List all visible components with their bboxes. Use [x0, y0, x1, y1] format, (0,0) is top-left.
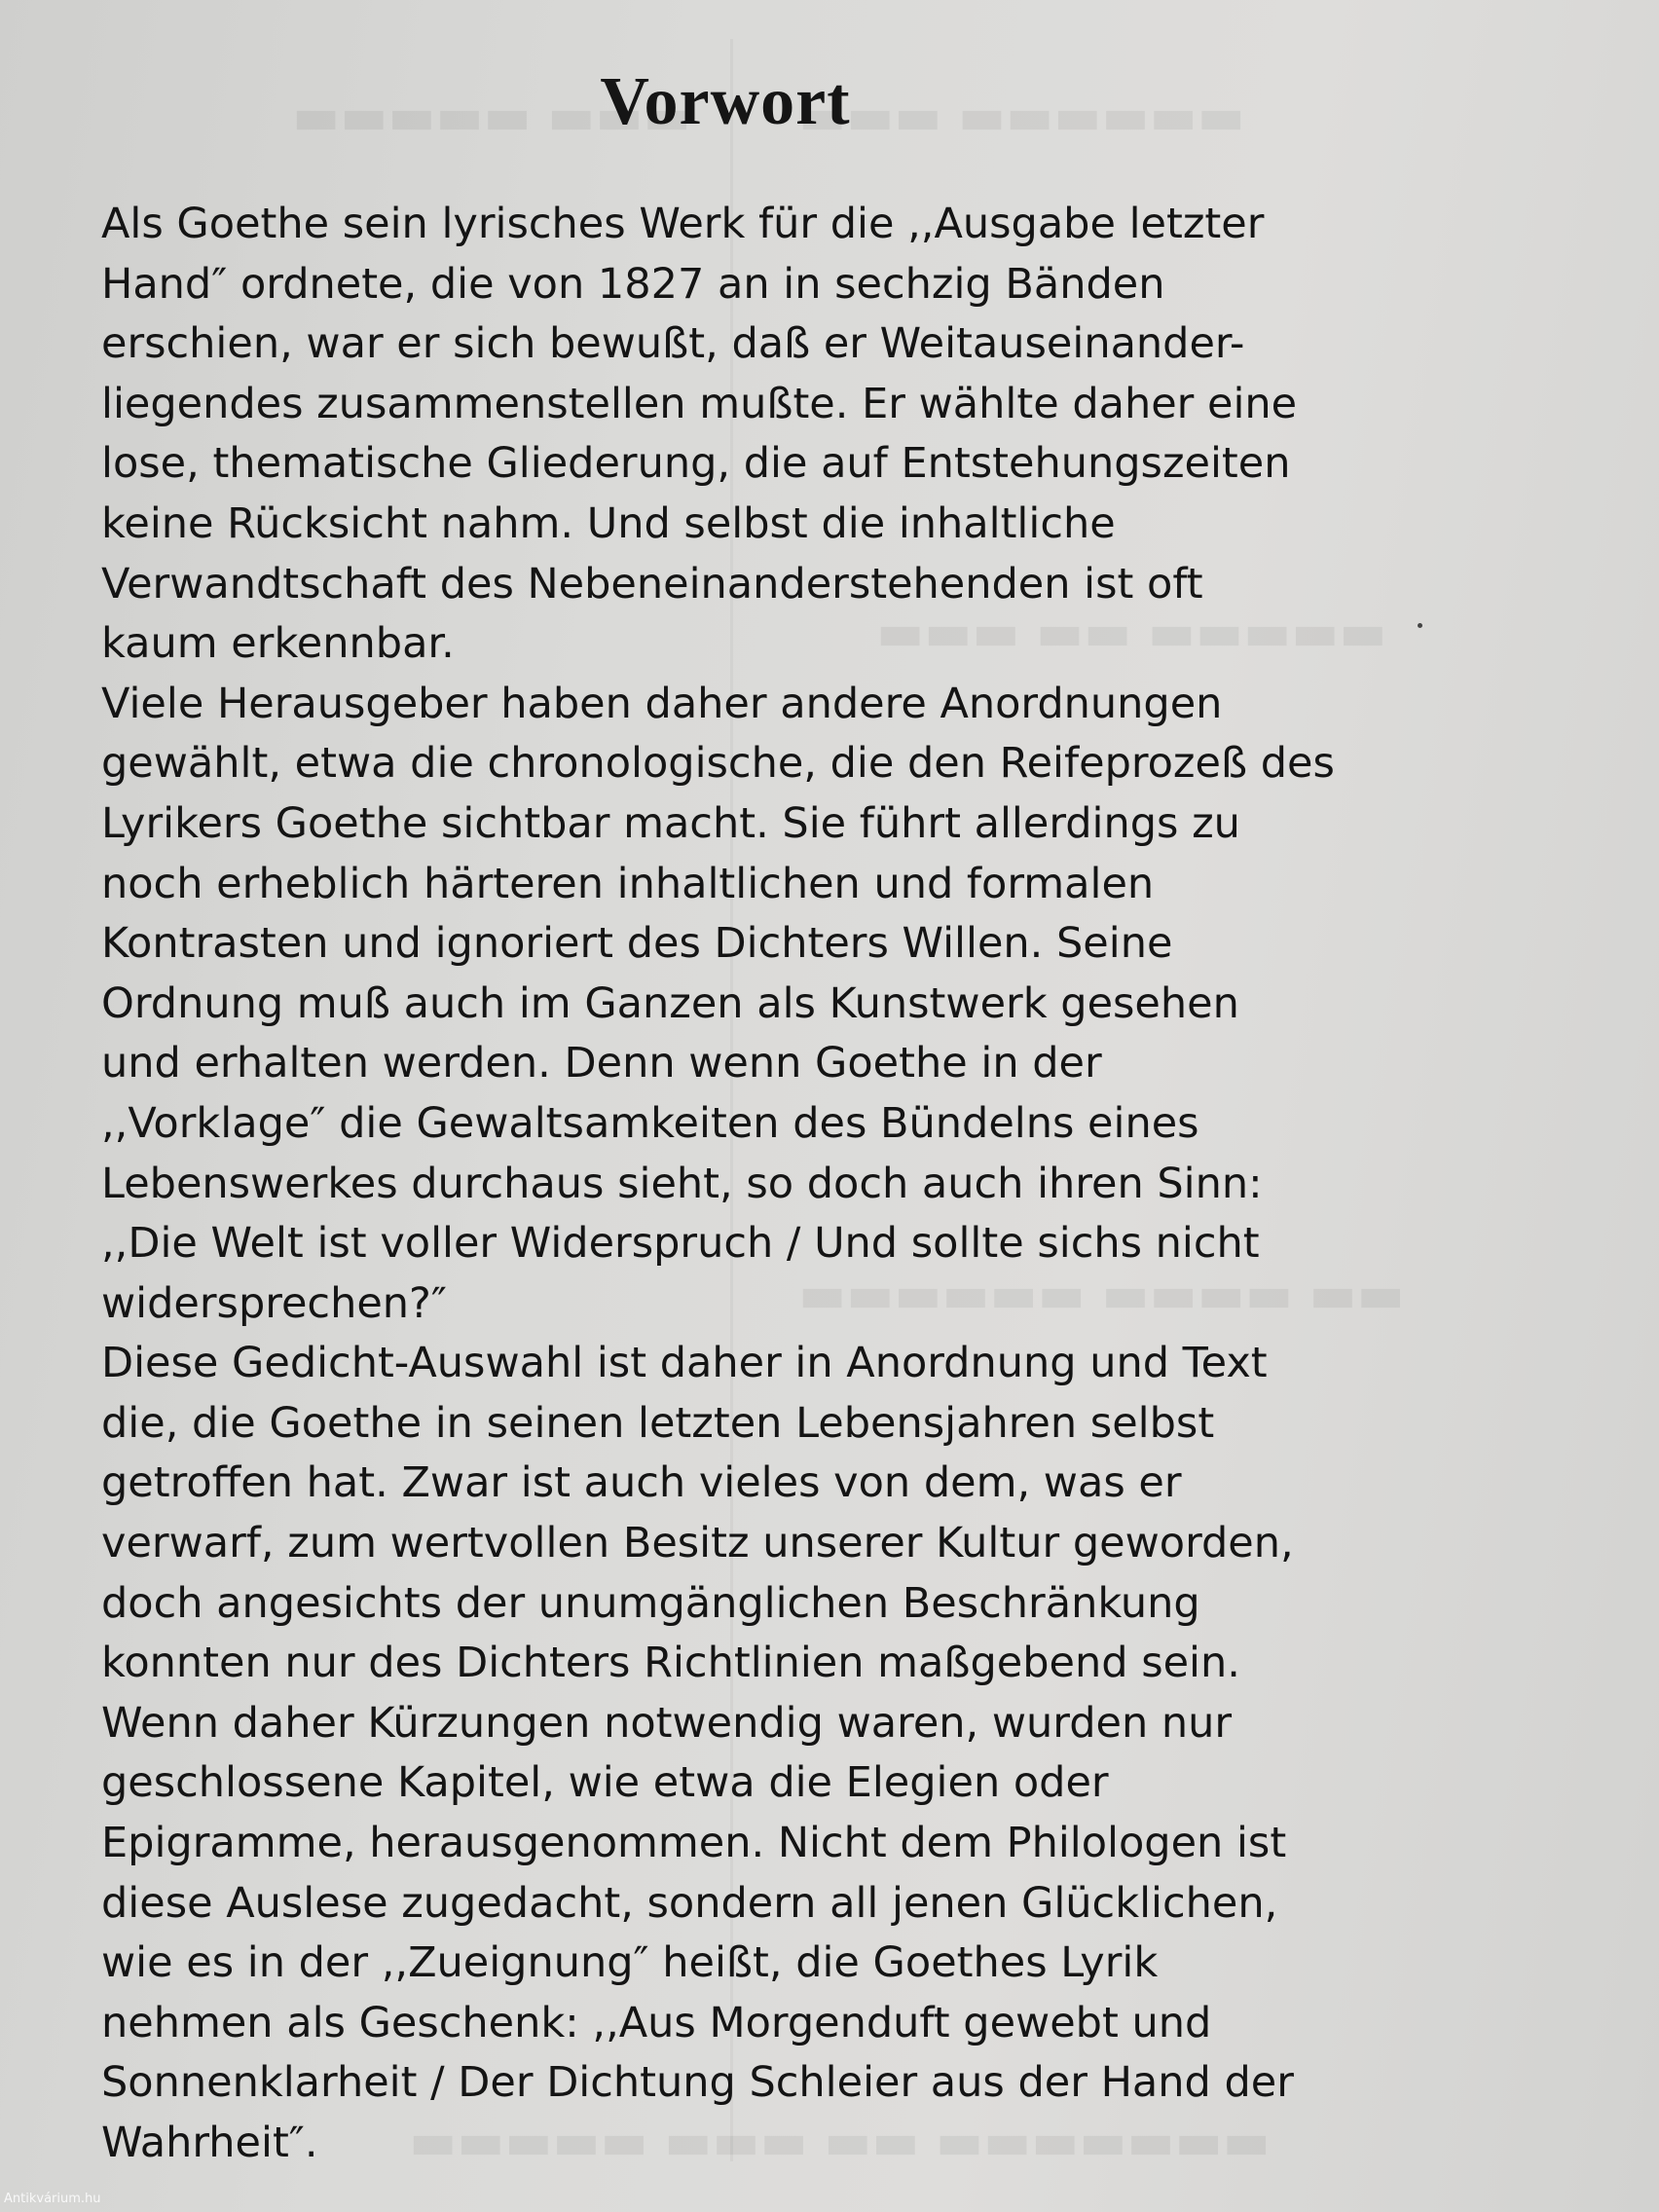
text-line: Verwandtschaft des Nebeneinanderstehenden ist oft	[101, 559, 1203, 608]
text-line: konnten nur des Dichters Richtlinien maßgebend sein.	[101, 1639, 1240, 1688]
text-line: erschien, war er sich bewußt, daß er Weitauseinander-	[101, 319, 1245, 369]
text-line: gewählt, etwa die chronologische, die den Reifeprozeß des	[101, 739, 1335, 789]
show-through-block: ▬▬▬ ▬▬ ▬▬▬▬▬	[876, 604, 1387, 662]
text-line: Sonnenklarheit / Der Dichtung Schleier aus der Hand der	[101, 2058, 1294, 2108]
text-line: Diese Gedicht-Auswahl ist daher in Anordnung und Text	[101, 1339, 1268, 1388]
paper-speck	[1418, 623, 1422, 628]
show-through-block: ▬▬▬▬▬▬ ▬▬▬▬ ▬▬	[798, 1266, 1405, 1324]
text-line: Lebenswerkes durchaus sieht, so doch auch ihren Sinn:	[101, 1159, 1263, 1208]
text-line: doch angesichts der unumgänglichen Beschränkung	[101, 1578, 1200, 1628]
text-line: noch erheblich härteren inhaltlichen und formalen	[101, 859, 1155, 908]
text-line: kaum erkennbar.	[101, 619, 455, 669]
show-through-block: ▬▬▬ ▬▬▬▬▬▬	[798, 88, 1245, 146]
text-line: wie es in der ,,Zueignung″ heißt, die Goethes Lyrik	[101, 1938, 1159, 1988]
text-line: Ordnung muß auch im Ganzen als Kunstwerk gesehen	[101, 978, 1239, 1028]
text-line: Als Goethe sein lyrisches Werk für die ,,Ausgabe letzter	[101, 200, 1265, 248]
text-line: Viele Herausgeber haben daher andere Anordnungen	[101, 679, 1223, 728]
text-line: widersprechen?″	[101, 1278, 447, 1328]
text-line: Hand″ ordnete, die von 1827 an in sechzig Bänden	[101, 259, 1165, 309]
text-line: ,,Die Welt ist voller Widerspruch / Und sollte sichs nicht	[101, 1219, 1260, 1269]
text-line: verwarf, zum wertvollen Besitz unserer Kultur geworden,	[101, 1519, 1294, 1568]
text-line: Wenn daher Kürzungen notwendig waren, wurden nur	[101, 1698, 1233, 1748]
text-line: lose, thematische Gliederung, die auf Entstehungszeiten	[101, 439, 1291, 489]
text-line: Lyrikers Goethe sichtbar macht. Sie führt allerdings zu	[101, 798, 1240, 848]
watermark: Antikvárium.hu	[4, 2192, 101, 2206]
text-line: Kontrasten und ignoriert des Dichters Willen. Seine	[101, 919, 1173, 969]
text-line: die, die Goethe in seinen letzten Lebensjahren selbst	[101, 1398, 1215, 1448]
text-line: Epigramme, herausgenommen. Nicht dem Philologen ist	[101, 1819, 1287, 1868]
text-line: keine Rücksicht nahm. Und selbst die inhaltliche	[101, 498, 1116, 548]
show-through-block: ▬▬▬▬▬ ▬▬▬	[292, 88, 691, 146]
text-line: diese Auslese zugedacht, sondern all jenen Glücklichen,	[101, 1878, 1278, 1928]
text-line: Wahrheit″.	[101, 2119, 318, 2167]
preface-text	[101, 195, 1406, 2174]
text-line: nehmen als Geschenk: ,,Aus Morgenduft gewebt und	[101, 1998, 1212, 2047]
page-title: Vorwort	[600, 63, 851, 139]
text-line: getroffen hat. Zwar ist auch vieles von dem, was er	[101, 1458, 1182, 1508]
text-line: liegendes zusammenstellen mußte. Er wählte daher eine	[101, 379, 1298, 428]
show-through-block: ▬▬▬▬▬ ▬▬▬ ▬▬ ▬▬▬▬▬▬▬	[409, 2113, 1271, 2171]
text-line: geschlossene Kapitel, wie etwa die Elegien oder	[101, 1758, 1109, 1808]
text-line: und erhalten werden. Denn wenn Goethe in der	[101, 1039, 1102, 1088]
text-line: ,,Vorklage″ die Gewaltsamkeiten des Bündelns eines	[101, 1098, 1199, 1148]
